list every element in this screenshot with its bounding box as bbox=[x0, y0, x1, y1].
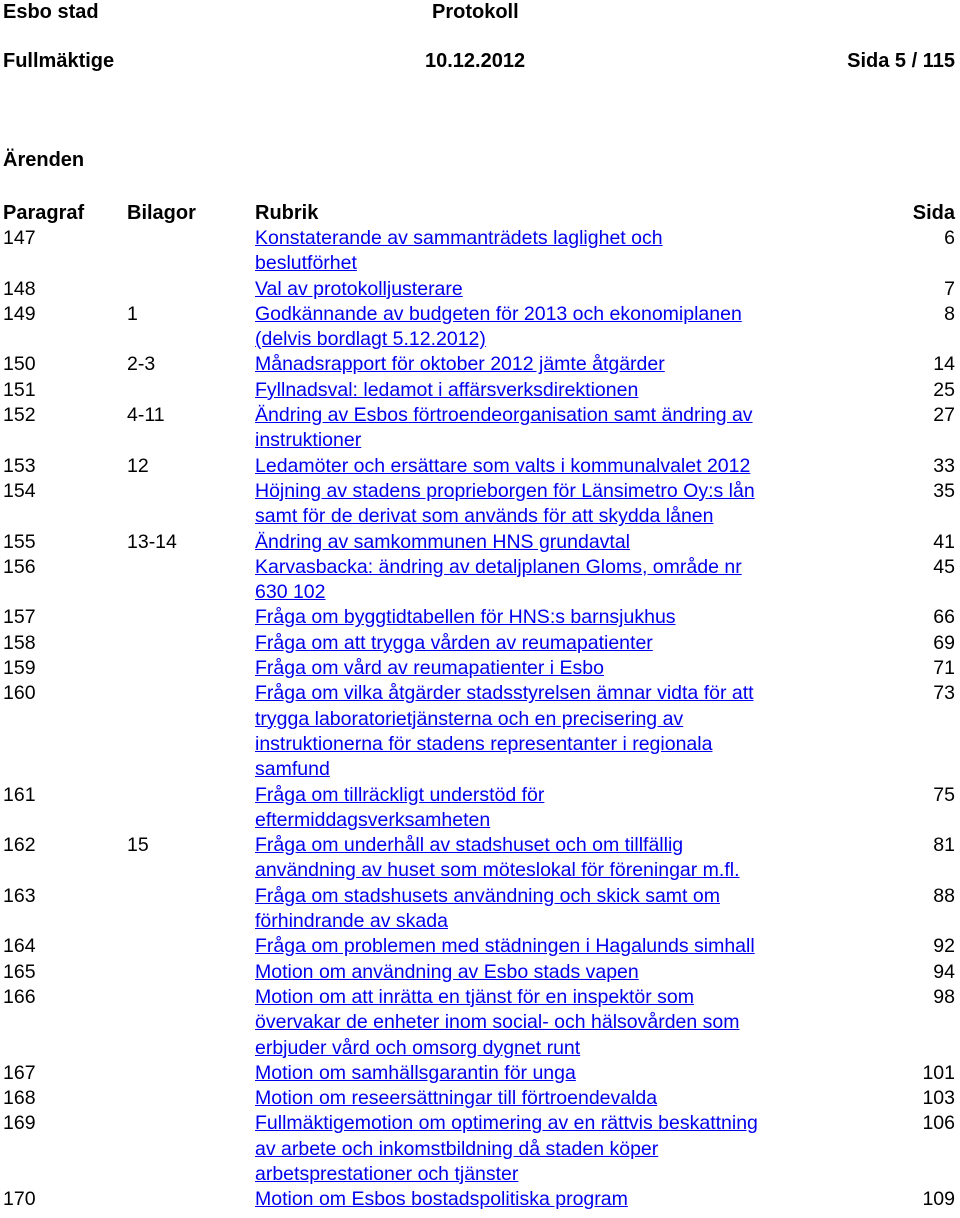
rubrik-line: Fråga om problemen med städningen i Hagalunds simhall bbox=[255, 935, 755, 958]
table-row bbox=[0, 884, 960, 935]
table-row bbox=[0, 479, 960, 530]
agenda-item-link[interactable] bbox=[255, 986, 740, 1059]
rubrik-line: 630 102 bbox=[255, 581, 326, 604]
table-row bbox=[0, 352, 960, 377]
agenda-item-link[interactable] bbox=[255, 227, 663, 274]
row-rubrik bbox=[255, 960, 835, 985]
header-body: Fullmäktige bbox=[3, 50, 115, 72]
row-sida: 88 bbox=[933, 884, 955, 907]
row-paragraf: 149 bbox=[3, 302, 36, 325]
rubrik-line: Ledamöter och ersättare som valts i kommunalvalet 2012 bbox=[255, 454, 751, 477]
row-rubrik bbox=[255, 479, 835, 530]
row-sida: 14 bbox=[933, 353, 955, 376]
row-rubrik bbox=[255, 277, 835, 302]
rubrik-line: förhindrande av skada bbox=[255, 910, 448, 933]
rubrik-line: instruktionerna för stadens representanter i regionala bbox=[255, 732, 713, 755]
rubrik-line: Höjning av stadens proprieborgen för Länsimetro Oy:s lån bbox=[255, 479, 755, 502]
rubrik-line: erbjuder vård och omsorg dygnet runt bbox=[255, 1036, 581, 1059]
row-sida: 35 bbox=[933, 479, 955, 502]
row-sida: 94 bbox=[933, 960, 955, 983]
column-header-paragraf: Paragraf bbox=[3, 202, 85, 224]
row-rubrik bbox=[255, 226, 835, 277]
row-paragraf: 151 bbox=[3, 378, 36, 401]
agenda-item-link[interactable] bbox=[255, 935, 755, 957]
table-row bbox=[0, 226, 960, 277]
rubrik-line: Fullmäktigemotion om optimering av en rättvis beskattning bbox=[255, 1112, 758, 1135]
agenda-item-link[interactable] bbox=[255, 353, 665, 375]
row-sida: 69 bbox=[933, 631, 955, 654]
agenda-item-link[interactable] bbox=[255, 556, 742, 603]
row-bilagor: 4-11 bbox=[127, 404, 165, 427]
row-sida: 109 bbox=[922, 1188, 955, 1211]
rubrik-line: Motion om samhällsgarantin för unga bbox=[255, 1061, 576, 1084]
rubrik-line: övervakar de enheter inom social- och hälsovården som bbox=[255, 1011, 740, 1034]
table-row bbox=[0, 960, 960, 985]
row-rubrik bbox=[255, 530, 835, 555]
table-row bbox=[0, 378, 960, 403]
row-rubrik bbox=[255, 605, 835, 630]
row-paragraf: 160 bbox=[3, 682, 36, 705]
rubrik-line: Fråga om stadshusets användning och skick samt om bbox=[255, 884, 720, 907]
row-sida: 25 bbox=[933, 378, 955, 401]
rubrik-line: Fråga om att trygga vården av reumapatienter bbox=[255, 631, 653, 654]
table-row bbox=[0, 403, 960, 454]
table-row bbox=[0, 605, 960, 630]
rubrik-line: samfund bbox=[255, 758, 330, 781]
row-paragraf: 165 bbox=[3, 960, 36, 983]
agenda-item-link[interactable] bbox=[255, 1062, 576, 1084]
table-row bbox=[0, 833, 960, 884]
rubrik-line: Motion om reseersättningar till förtroendevalda bbox=[255, 1087, 658, 1110]
table-row bbox=[0, 302, 960, 353]
section-title: Ärenden bbox=[3, 149, 85, 171]
row-paragraf: 170 bbox=[3, 1188, 36, 1211]
agenda-item-link[interactable] bbox=[255, 480, 755, 527]
row-paragraf: 156 bbox=[3, 555, 36, 578]
row-paragraf: 157 bbox=[3, 606, 36, 629]
row-rubrik bbox=[255, 1187, 835, 1212]
agenda-item-link[interactable] bbox=[255, 682, 754, 780]
table-row bbox=[0, 1187, 960, 1212]
row-sida: 7 bbox=[944, 277, 955, 300]
table-row bbox=[0, 985, 960, 1061]
agenda-item-link[interactable] bbox=[255, 303, 742, 350]
header-document-type: Protokoll bbox=[432, 1, 519, 23]
agenda-item-link[interactable] bbox=[255, 278, 463, 300]
row-paragraf: 169 bbox=[3, 1112, 36, 1135]
rubrik-line: Fråga om vård av reumapatienter i Esbo bbox=[255, 657, 605, 680]
rubrik-line: Motion om användning av Esbo stads vapen bbox=[255, 960, 639, 983]
row-sida: 41 bbox=[933, 530, 955, 553]
rubrik-line: eftermiddagsverksamheten bbox=[255, 808, 491, 831]
row-sida: 101 bbox=[922, 1061, 955, 1084]
agenda-item-link[interactable] bbox=[255, 1087, 657, 1109]
row-bilagor: 13-14 bbox=[127, 530, 177, 553]
rubrik-line: trygga laboratorietjänsterna och en precisering av bbox=[255, 707, 684, 730]
row-rubrik bbox=[255, 934, 835, 959]
table-row bbox=[0, 783, 960, 834]
row-sida: 103 bbox=[922, 1087, 955, 1110]
rubrik-line: Ändring av Esbos förtroendeorganisation samt ändring av bbox=[255, 404, 753, 427]
agenda-item-link[interactable] bbox=[255, 1112, 758, 1185]
rubrik-line: Fyllnadsval: ledamot i affärsverksdirektionen bbox=[255, 378, 639, 401]
row-rubrik bbox=[255, 302, 835, 353]
rubrik-line: Månadsrapport för oktober 2012 jämte åtgärder bbox=[255, 353, 665, 376]
row-sida: 66 bbox=[933, 606, 955, 629]
rubrik-line: Motion om att inrätta en tjänst för en inspektör som bbox=[255, 985, 694, 1008]
table-row bbox=[0, 1111, 960, 1187]
row-rubrik bbox=[255, 884, 835, 935]
row-sida: 8 bbox=[944, 302, 955, 325]
row-rubrik bbox=[255, 1061, 835, 1086]
table-row bbox=[0, 681, 960, 782]
row-sida: 33 bbox=[933, 454, 955, 477]
column-header-rubrik: Rubrik bbox=[255, 202, 319, 224]
row-sida: 92 bbox=[933, 935, 955, 958]
table-row bbox=[0, 454, 960, 479]
row-sida: 106 bbox=[922, 1112, 955, 1135]
row-rubrik bbox=[255, 352, 835, 377]
header-date: 10.12.2012 bbox=[425, 50, 526, 72]
agenda-item-link[interactable] bbox=[255, 961, 639, 983]
agenda-item-link[interactable] bbox=[255, 632, 653, 654]
row-rubrik bbox=[255, 783, 835, 834]
agenda-item-link[interactable] bbox=[255, 834, 740, 881]
row-rubrik bbox=[255, 403, 835, 454]
row-sida: 45 bbox=[933, 555, 955, 578]
row-sida: 27 bbox=[933, 404, 955, 427]
row-paragraf: 168 bbox=[3, 1087, 36, 1110]
rubrik-line: Val av protokolljusterare bbox=[255, 277, 463, 300]
rubrik-line: Konstaterande av sammanträdets laglighet och bbox=[255, 227, 663, 249]
rubrik-line: Godkännande av budgeten för 2013 och ekonomiplanen bbox=[255, 302, 742, 325]
row-rubrik bbox=[255, 555, 835, 606]
rubrik-line: Fråga om underhåll av stadshuset och om tillfällig bbox=[255, 834, 684, 857]
row-paragraf: 158 bbox=[3, 631, 36, 654]
rubrik-line: Ändring av samkommunen HNS grundavtal bbox=[255, 530, 631, 553]
agenda-item-link[interactable] bbox=[255, 885, 720, 932]
row-bilagor: 12 bbox=[127, 454, 149, 477]
rubrik-line: användning av huset som möteslokal för föreningar m.fl. bbox=[255, 859, 740, 882]
table-row bbox=[0, 631, 960, 656]
row-paragraf: 163 bbox=[3, 884, 36, 907]
rubrik-line: Fråga om byggtidtabellen för HNS:s barnsjukhus bbox=[255, 606, 676, 629]
row-rubrik bbox=[255, 1111, 835, 1187]
agenda-item-link[interactable] bbox=[255, 455, 750, 477]
row-sida: 6 bbox=[944, 227, 955, 249]
header-organization: Esbo stad bbox=[3, 1, 99, 23]
column-header-bilagor: Bilagor bbox=[127, 202, 196, 224]
rubrik-line: Fråga om vilka åtgärder stadsstyrelsen ämnar vidta för att bbox=[255, 682, 754, 705]
row-paragraf: 161 bbox=[3, 783, 36, 806]
column-header-sida: Sida bbox=[912, 202, 955, 224]
table-row bbox=[0, 530, 960, 555]
row-rubrik bbox=[255, 454, 835, 479]
table-row bbox=[0, 277, 960, 302]
table-row bbox=[0, 934, 960, 959]
rubrik-line: Karvasbacka: ändring av detaljplanen Gloms, område nr bbox=[255, 555, 742, 578]
agenda-item-link[interactable] bbox=[255, 404, 753, 451]
row-paragraf: 162 bbox=[3, 834, 36, 857]
agenda-item-link[interactable] bbox=[255, 1188, 628, 1210]
rubrik-line: beslutförhet bbox=[255, 252, 357, 275]
row-paragraf: 166 bbox=[3, 985, 36, 1008]
rubrik-line: Fråga om tillräckligt understöd för bbox=[255, 783, 545, 806]
agenda-item-link[interactable] bbox=[255, 531, 630, 553]
rubrik-line: Motion om Esbos bostadspolitiska program bbox=[255, 1188, 628, 1211]
row-rubrik bbox=[255, 681, 835, 782]
agenda-item-link[interactable] bbox=[255, 379, 638, 401]
row-sida: 98 bbox=[933, 985, 955, 1008]
agenda-item-link[interactable] bbox=[255, 606, 676, 628]
row-bilagor: 15 bbox=[127, 834, 149, 857]
row-rubrik bbox=[255, 833, 835, 884]
rubrik-line: av arbete och inkomstbildning då staden köper bbox=[255, 1137, 659, 1160]
rubrik-line: samt för de derivat som används för att skydda lånen bbox=[255, 505, 714, 528]
agenda-item-link[interactable] bbox=[255, 784, 544, 831]
header-page-number: Sida 5 / 115 bbox=[847, 50, 955, 72]
row-paragraf: 167 bbox=[3, 1061, 36, 1084]
row-paragraf: 152 bbox=[3, 404, 36, 427]
row-paragraf: 147 bbox=[3, 227, 36, 249]
table-row bbox=[0, 1086, 960, 1111]
agenda-item-link[interactable] bbox=[255, 657, 604, 679]
row-bilagor: 2-3 bbox=[127, 353, 156, 376]
table-row bbox=[0, 555, 960, 606]
row-paragraf: 154 bbox=[3, 479, 36, 502]
row-paragraf: 155 bbox=[3, 530, 36, 553]
row-paragraf: 148 bbox=[3, 277, 36, 300]
row-rubrik bbox=[255, 378, 835, 403]
row-paragraf: 164 bbox=[3, 935, 36, 958]
row-rubrik bbox=[255, 631, 835, 656]
row-sida: 73 bbox=[933, 682, 955, 705]
row-rubrik bbox=[255, 985, 835, 1061]
row-paragraf: 150 bbox=[3, 353, 36, 376]
rubrik-line: instruktioner bbox=[255, 429, 362, 452]
row-rubrik bbox=[255, 656, 835, 681]
rubrik-line: arbetsprestationer och tjänster bbox=[255, 1162, 519, 1185]
table-row bbox=[0, 1061, 960, 1086]
row-sida: 71 bbox=[933, 657, 955, 680]
agenda-table bbox=[0, 226, 960, 1213]
row-paragraf: 153 bbox=[3, 454, 36, 477]
row-sida: 81 bbox=[933, 834, 955, 857]
row-bilagor: 1 bbox=[127, 302, 138, 325]
row-sida: 75 bbox=[933, 783, 955, 806]
row-rubrik bbox=[255, 1086, 835, 1111]
rubrik-line: (delvis bordlagt 5.12.2012) bbox=[255, 328, 486, 351]
table-row bbox=[0, 656, 960, 681]
row-paragraf: 159 bbox=[3, 657, 36, 680]
